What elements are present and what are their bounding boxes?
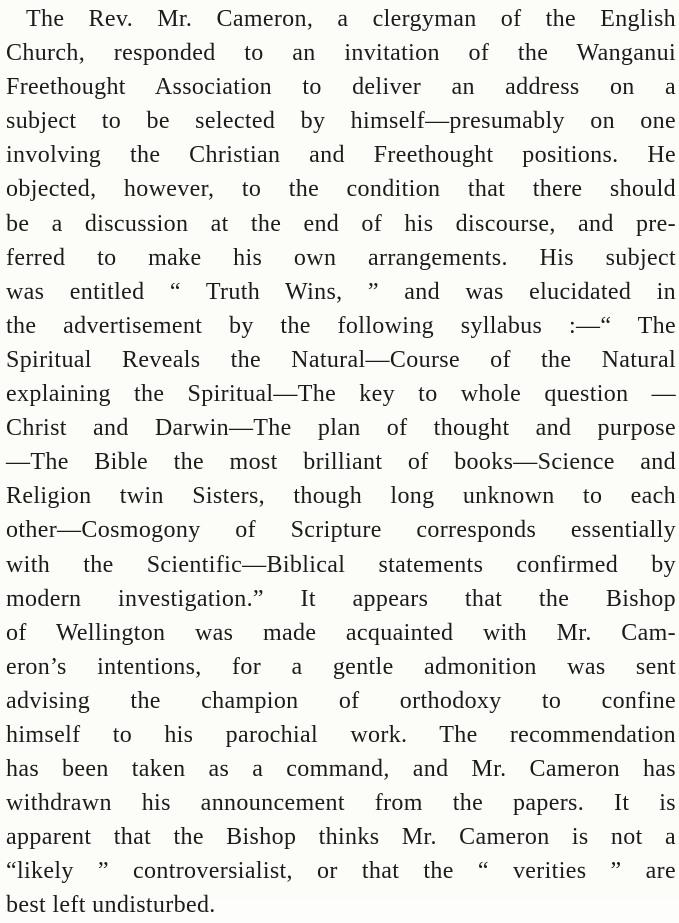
text-line: apparent that the Bishop thinks Mr. Cameron is not a — [6, 824, 676, 851]
text-line: be a discussion at the end of his discourse, and pre- — [6, 210, 676, 237]
text-line: Religion twin Sisters, though long unknown to each — [6, 483, 676, 510]
text-line: best left undisturbed. — [6, 892, 216, 919]
text-line: withdrawn his announcement from the papers. It is — [6, 790, 676, 817]
text-line: Freethought Association to deliver an address on a — [6, 74, 676, 101]
text-line: Church, responded to an invitation of the Wanganui — [6, 40, 676, 67]
text-line: with the Scientific—Biblical statements confirmed by — [6, 551, 676, 578]
article-paragraph — [6, 2, 676, 923]
text-line: Christ and Darwin—The plan of thought and purpose — [6, 415, 676, 442]
text-line: other—Cosmogony of Scripture corresponds essentially — [6, 517, 676, 544]
text-line: Spiritual Reveals the Natural—Course of the Natural — [6, 346, 676, 373]
text-line: involving the Christian and Freethought positions. He — [6, 142, 676, 169]
text-line: “likely ” controversialist, or that the “ verities ” are — [6, 858, 676, 885]
text-line: objected, however, to the condition that there should — [6, 176, 676, 203]
text-line: was entitled “ Truth Wins, ” and was elucidated in — [6, 278, 676, 305]
text-line: explaining the Spiritual—The key to whole question — — [6, 381, 676, 408]
text-line: himself to his parochial work. The recommendation — [6, 721, 676, 748]
text-line: has been taken as a command, and Mr. Cameron has — [6, 756, 676, 783]
text-line: subject to be selected by himself—presumably on one — [6, 108, 676, 135]
text-line: ferred to make his own arrangements. His subject — [6, 244, 676, 271]
text-line: advising the champion of orthodoxy to confine — [6, 687, 676, 714]
text-line: the advertisement by the following syllabus :—“ The — [6, 312, 676, 339]
text-line: eron’s intentions, for a gentle admonition was sent — [6, 653, 676, 680]
text-line: —The Bible the most brilliant of books—Science and — [6, 449, 676, 476]
text-line: modern investigation.” It appears that the Bishop — [6, 585, 676, 612]
text-line: The Rev. Mr. Cameron, a clergyman of the English — [26, 6, 676, 32]
text-line: of Wellington was made acquainted with Mr. Cam- — [6, 619, 676, 646]
